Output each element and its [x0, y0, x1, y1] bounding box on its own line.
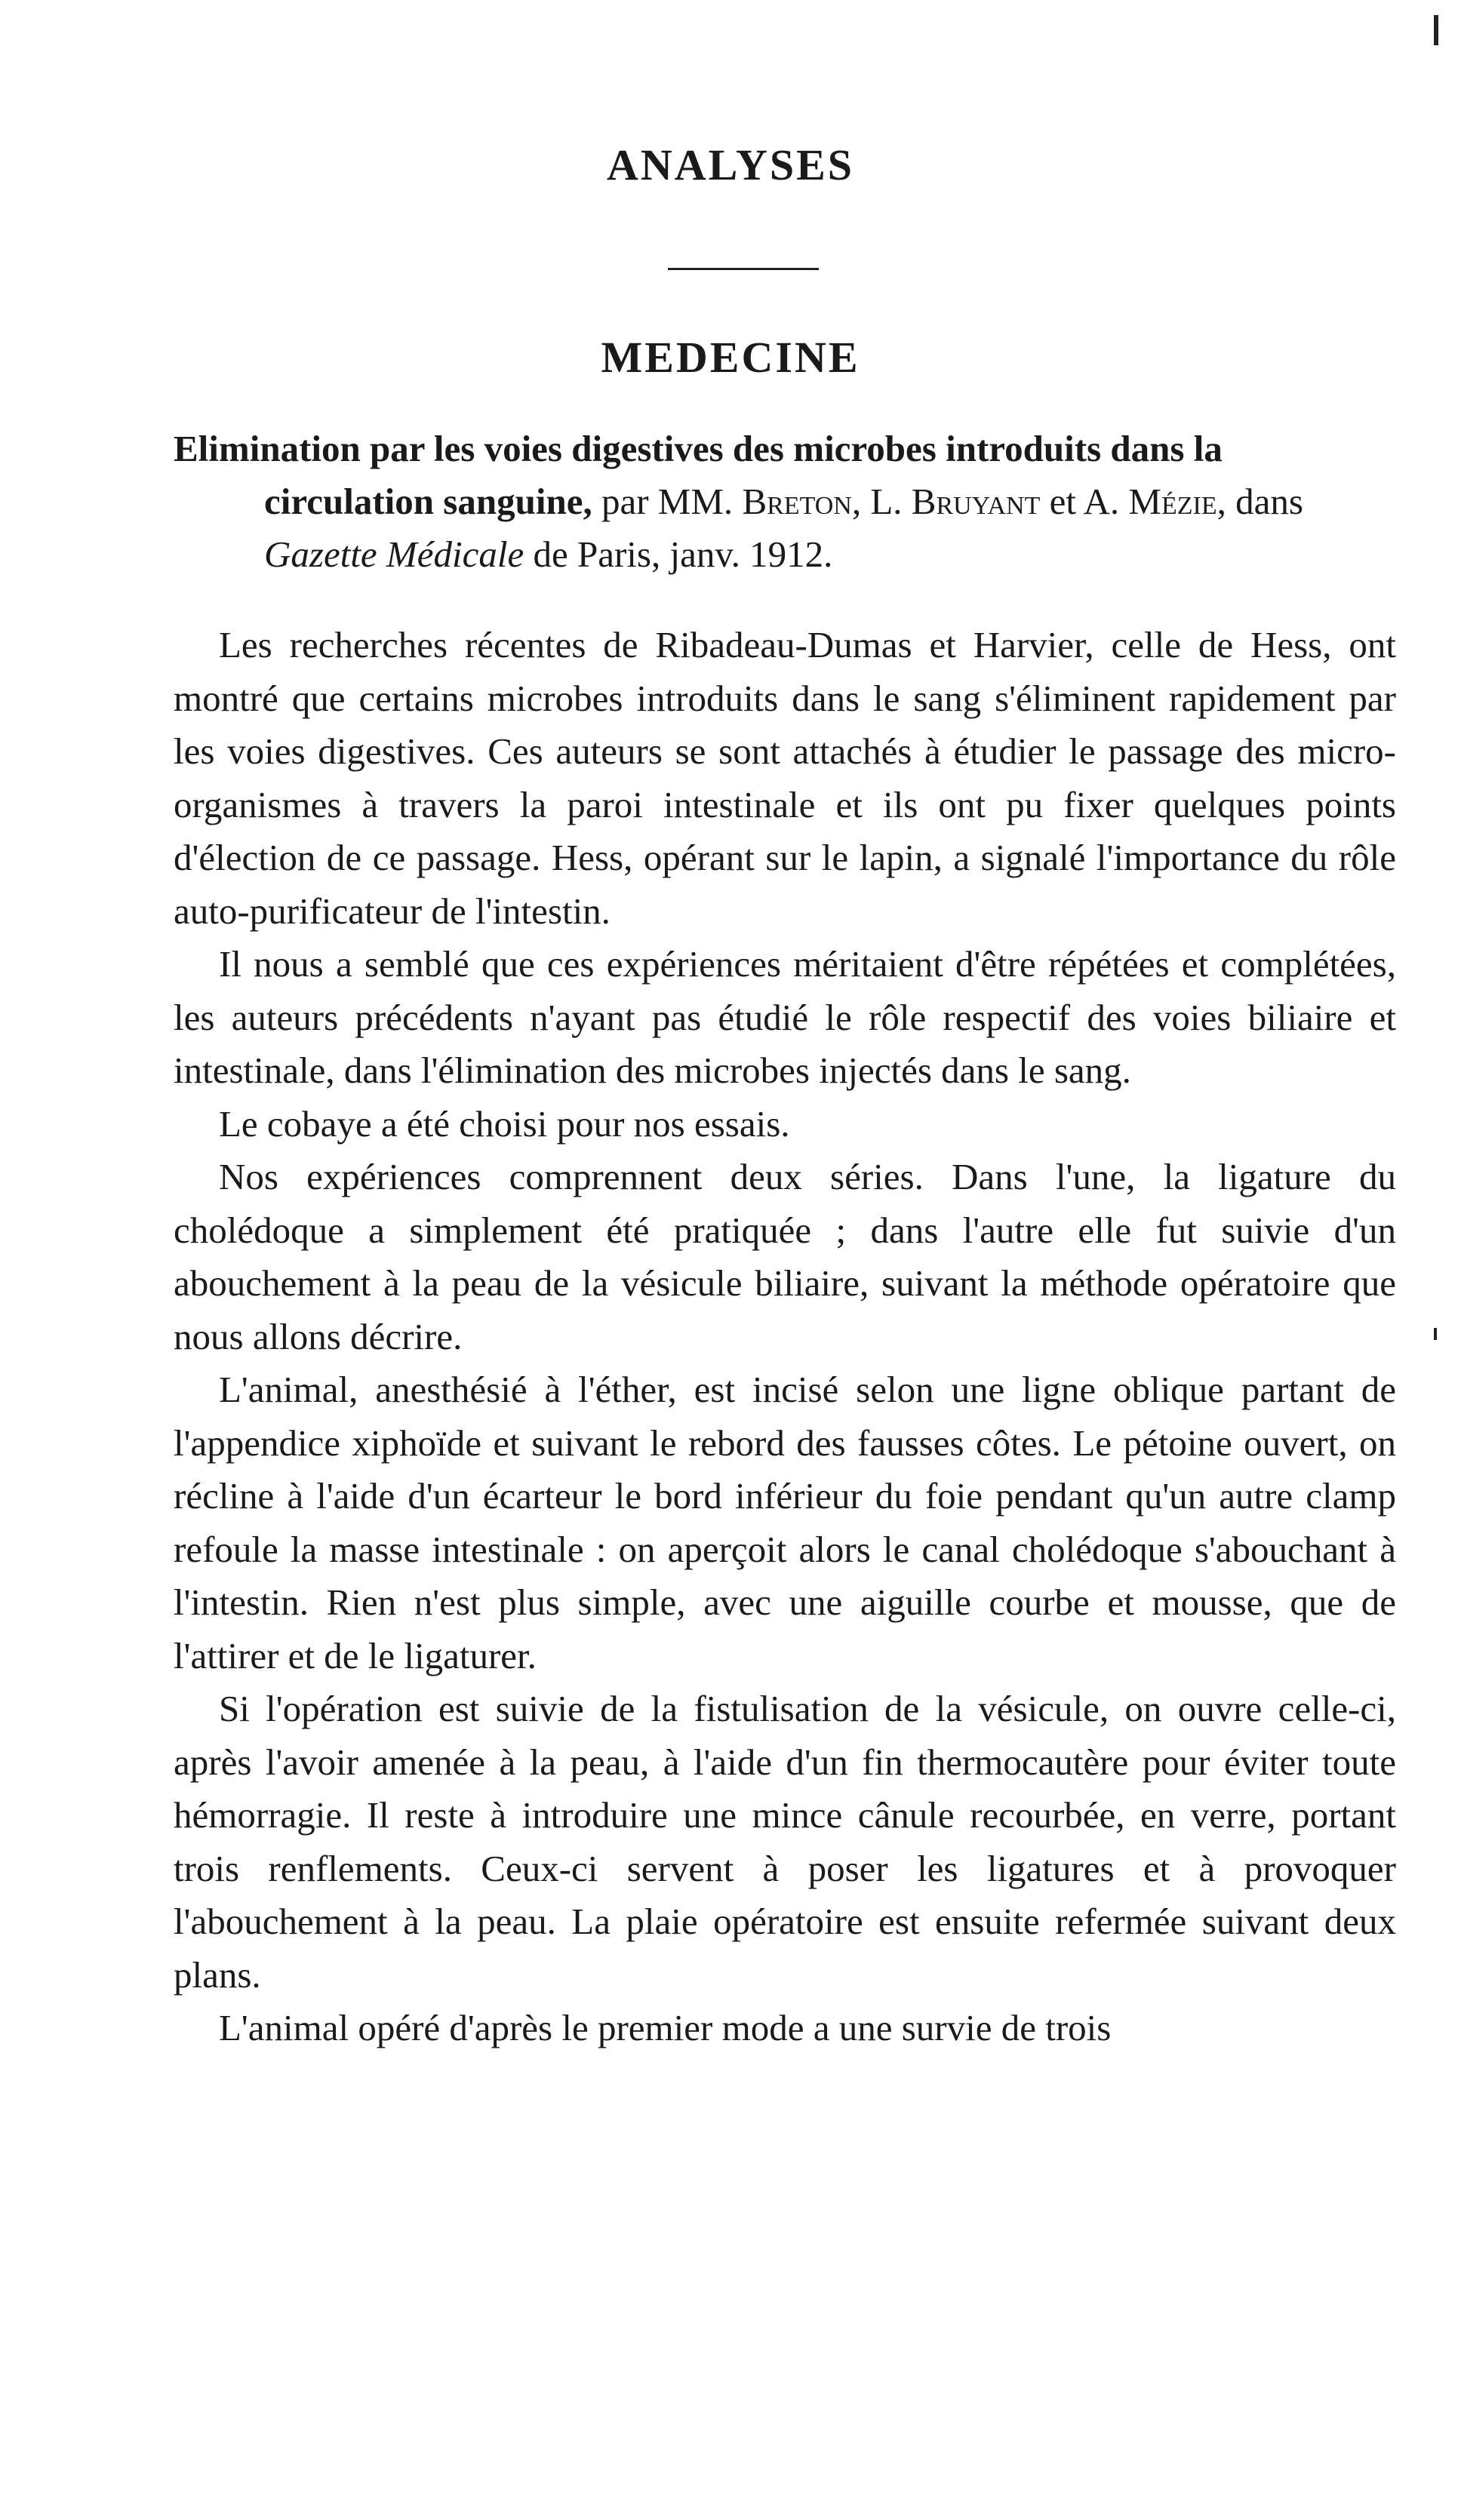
citation-in: , dans	[1216, 481, 1303, 522]
article-title: Elimination par les voies digestives des microbes introduits dans la circulation sanguine,	[174, 428, 1223, 522]
scan-edge-mark	[1434, 15, 1438, 45]
subsection-heading: MEDECINE	[601, 333, 860, 382]
paragraph: Il nous a semblé que ces expériences méritaient d'être répétées et complétées, les auteurs précédents n'ayant pas étudié le rôle respectif des voies biliaire et intestinale, dans l'élimination des microbes injectés dans le sang.	[174, 943, 1396, 1091]
scan-edge-mark	[1434, 1328, 1437, 1340]
paragraph: Les recherches récentes de Ribadeau-Dumas et Harvier, celle de Hess, ont montré que certains microbes introduits dans le sang s'éliminent rapidement par les voies digestives. Ces auteurs se sont attachés à étudier le passage des micro-organismes à travers la paroi intestinale et ils ont pu fixer quelques points d'élection de ce passage. Hess, opérant sur le lapin, a signalé l'importance du rôle auto-purificateur de l'intestin.	[174, 624, 1396, 932]
author-mezie: Mézie	[1128, 481, 1217, 522]
paragraph: Nos expériences comprennent deux séries. Dans l'une, la ligature du cholédoque a simplement été pratiquée ; dans l'autre elle fut suivie d'un abouchement à la peau de la vésicule biliaire, suivant la méthode opératoire que nous allons décrire.	[174, 1156, 1396, 1357]
author-bruyant: Bruyant	[911, 481, 1041, 522]
paragraph: Le cobaye a été choisi pour nos essais.	[219, 1102, 790, 1145]
section-heading: ANALYSES	[606, 140, 855, 189]
journal-name: Gazette Médicale	[264, 533, 524, 575]
paragraph: L'animal opéré d'après le premier mode a une survie de trois	[219, 2007, 1112, 2048]
heading-divider	[668, 268, 819, 270]
author-initial: L.	[870, 481, 903, 522]
paragraph: L'animal, anesthésié à l'éther, est incisé selon une ligne oblique partant de l'appendice xiphoïde et suivant le rebord des fausses côtes. Le pétoine ouvert, on récline à l'aide d'un écarteur le bord inférieur du foie pendant qu'un autre clamp refoule la masse intestinale : on aperçoit alors le canal cholédoque s'abouchant à l'intestin. Rien n'est plus simple, avec une aiguille courbe et mousse, que de l'attirer et de le ligaturer.	[174, 1369, 1396, 1676]
article-citation: Elimination par les voies digestives des microbes introduits dans la circulation sanguine, par MM. Breton, L. Bruyant et A. Mézie, dans Gazette Médicale de Paris, janv. 1912.	[174, 428, 1303, 575]
citation-and: et A.	[1049, 481, 1120, 522]
author-breton: Breton	[742, 481, 852, 522]
journal-place-date: de Paris, janv. 1912.	[533, 533, 833, 575]
article-body	[174, 619, 1396, 2055]
paragraph: Si l'opération est suivie de la fistulisation de la vésicule, on ouvre celle-ci, après l'avoir amenée à la peau, à l'aide d'un fin thermocautère pour éviter toute hémorragie. Il reste à introduire une mince cânule recourbée, en verre, portant trois renflements. Ceux-ci servent à poser les ligatures et à provoquer l'abouchement à la peau. La plaie opératoire est ensuite refermée suivant deux plans.	[174, 1688, 1396, 1996]
citation-by: par MM.	[601, 481, 734, 522]
